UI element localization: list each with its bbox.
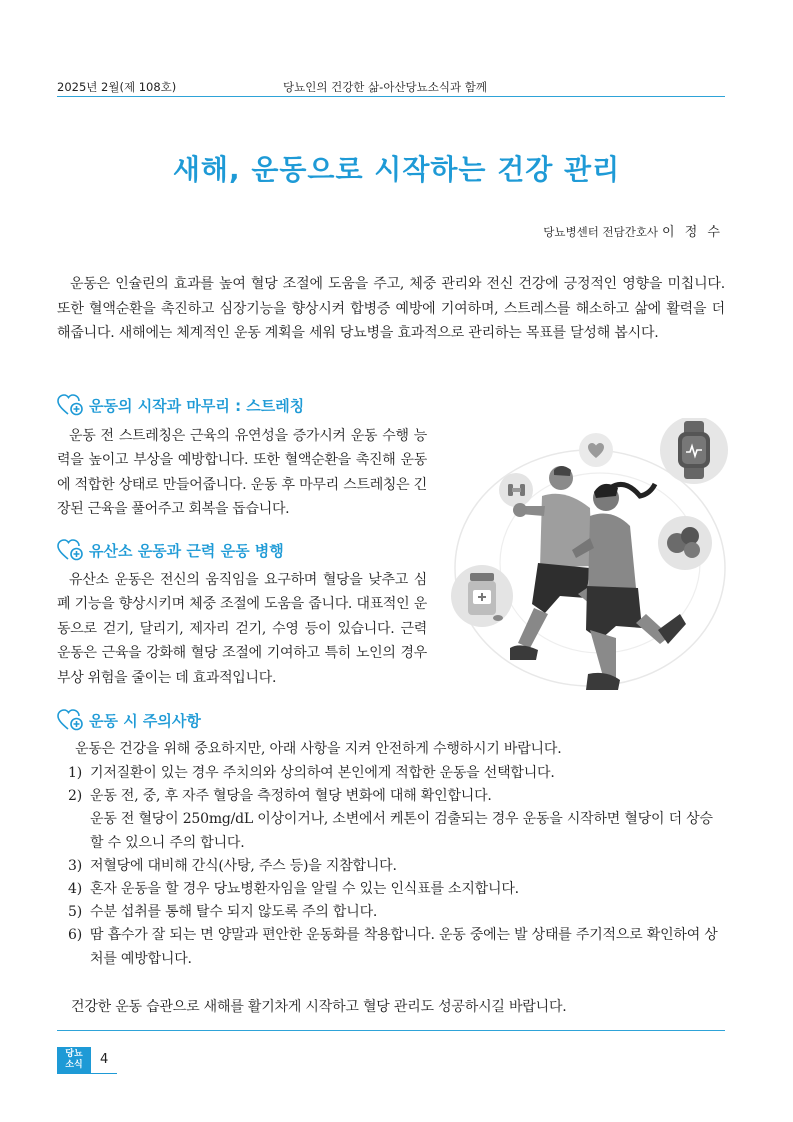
list-item-number: 5) [68,904,82,921]
list-item [57,762,725,785]
list-item-text: 땀 흡수가 잘 되는 면 양말과 편안한 운동화를 착용합니다. 운동 중에는 발 상태를 주기적으로 확인하여 상처를 예방합니다. [90,927,718,967]
list-item-text: 수분 섭취를 통해 탈수 되지 않도록 주의 합니다. [90,904,378,921]
list-item [57,785,725,855]
list-item-text: 운동 전, 중, 후 자주 혈당을 측정하여 혈당 변화에 대해 확인합니다. [90,788,492,805]
newsletter-badge [57,1047,91,1073]
author-line [543,221,723,240]
heart-plus-icon [57,709,83,731]
list-item [57,924,725,970]
list-item-number: 6) [68,927,82,944]
list-item-text: 저혈당에 대비해 간식(사탕, 주스 등)을 지참합니다. [90,857,397,874]
precautions-list [57,762,725,971]
badge-line-1: 당뇨 [65,1049,83,1059]
heart-plus-icon [57,394,83,416]
section-heading-text: 운동의 시작과 마무리 : 스트레칭 [89,396,305,415]
article-title: 새해, 운동으로 시작하는 건강 관리 [172,153,621,186]
list-item [57,855,725,878]
badge-line-2: 소식 [65,1060,83,1070]
precautions-intro: 운동은 건강을 위해 중요하지만, 아래 사항을 지켜 안전하게 수행하시기 바랍니다. [75,741,562,757]
section-text-aerobic: 유산소 운동은 전신의 움직임을 요구하며 혈당을 낮추고 심폐 기능을 향상시키며 체중 조절에 도움을 줍니다. 대표적인 운동으로 걷기, 달리기, 제자리 걷기, 수영 등이 있습니다. 근력 운동은 근육을 강화해 혈당 조절에 기여하고 특히 노인의 경우 부상 위험을 줄이는 데 효과적입니다. [57,572,427,686]
list-item-number: 2) [68,788,82,805]
section-heading-text: 운동 시 주의사항 [89,711,201,730]
list-item [57,878,725,901]
issue-label: 2025년 2월(제 108호) [57,80,177,94]
page-number-underline [57,1073,117,1074]
list-item-number: 4) [68,881,82,898]
list-item-number: 1) [68,765,82,781]
intro-paragraph: 운동은 인슐린의 효과를 높여 혈당 조절에 도움을 주고, 체중 관리와 전신 건강에 긍정적인 영향을 미칩니다. 또한 혈액순환을 촉진하고 심장기능을 향상시켜 합병증 예방에 기여하며, 스트레스를 해소하고 삶에 활력을 더해줍니다. 새해에는 체계적인 운동 계획을 세워 당뇨병을 효과적으로 관리하는 목표를 달성해 봅시다. [57,276,725,342]
section-heading-precautions [57,707,201,733]
footer-divider [57,1030,725,1031]
list-item-text: 혼자 운동을 할 경우 당뇨병환자임을 알릴 수 있는 인식표를 소지합니다. [90,881,519,898]
closing-paragraph: 건강한 운동 습관으로 새해를 활기차게 시작하고 혈당 관리도 성공하시길 바랍니다. [71,999,567,1015]
author-name: 이 정 수 [662,225,723,240]
list-item [57,901,725,924]
list-item-note: 운동 전 혈당이 250mg/dL 이상이거나, 소변에서 케톤이 검출되는 경우 운동을 시작하면 혈당이 더 상승할 수 있으니 주의 합니다. [90,811,713,851]
runners-illustration [440,418,730,708]
publication-label: 당뇨인의 건강한 삶-아산당뇨소식과 함께 [283,80,487,94]
page-header [57,78,725,97]
page-number: 4 [100,1052,109,1067]
section-heading-text: 유산소 운동과 근력 운동 병행 [89,541,284,560]
list-item-text: 기저질환이 있는 경우 주치의와 상의하여 본인에게 적합한 운동을 선택합니다. [90,765,555,781]
section-heading-aerobic [57,537,284,563]
section-text-stretching: 운동 전 스트레칭은 근육의 유연성을 증가시켜 운동 수행 능력을 높이고 부상을 예방합니다. 또한 혈액순환을 촉진해 운동에 적합한 상태로 만들어줍니다. 운동 후 마무리 스트레칭은 긴장된 근육을 풀어주고 회복을 돕습니다. [57,428,427,518]
section-heading-stretching [57,392,304,418]
author-affiliation: 당뇨병센터 전담간호사 [543,225,659,239]
heart-plus-icon [57,539,83,561]
list-item-number: 3) [68,857,82,874]
